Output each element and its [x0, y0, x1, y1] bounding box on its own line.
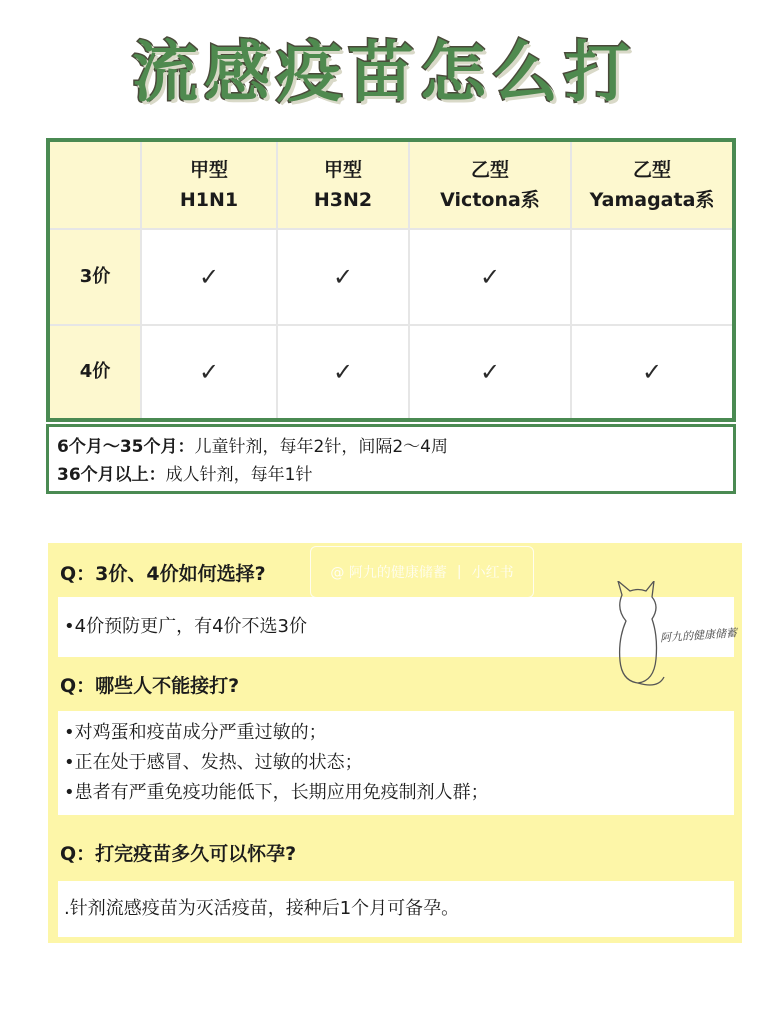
header-strain-label: Victona系	[440, 189, 540, 211]
check-icon: ✓	[332, 358, 354, 386]
table-cell	[572, 230, 732, 326]
table-cell	[278, 326, 410, 418]
table-cell	[410, 230, 572, 326]
table-cell	[572, 326, 732, 418]
table-header-h1n1	[142, 142, 278, 230]
watermark: @ 阿九的健康储蓄 | 小红书	[310, 546, 534, 598]
table-cell	[410, 326, 572, 418]
note-text: 成人针剂，每年1针	[165, 465, 313, 485]
qa-panel	[48, 543, 742, 943]
question-3: Q：打完疫苗多久可以怀孕?	[60, 843, 297, 865]
header-type-label: 甲型	[323, 159, 362, 181]
check-icon: ✓	[198, 263, 220, 291]
answer-3	[58, 881, 734, 937]
row-label-trivalent: 3价	[50, 230, 142, 326]
question-1: Q：3价、4价如何选择?	[60, 563, 266, 585]
header-type-label: 乙型	[632, 159, 671, 181]
header-strain-label: H3N2	[313, 189, 373, 211]
header-type-label: 甲型	[189, 159, 228, 181]
table-cell	[142, 326, 278, 418]
table-header-h3n2	[278, 142, 410, 230]
note-text: 儿童针剂，每年2针，间隔2～4周	[194, 437, 448, 457]
table-header-victoria	[410, 142, 572, 230]
row-label-quadrivalent: 4价	[50, 326, 142, 418]
header-type-label: 乙型	[470, 159, 509, 181]
table-header-yamagata	[572, 142, 732, 230]
dosage-notes	[46, 424, 736, 494]
table-cell	[278, 230, 410, 326]
check-icon: ✓	[198, 358, 220, 386]
check-icon: ✓	[479, 358, 501, 386]
question-2: Q：哪些人不能接打?	[60, 675, 240, 697]
header-strain-label: H1N1	[179, 189, 239, 211]
dosage-note-children	[57, 433, 725, 461]
answer-2	[58, 711, 734, 815]
signature: 阿九的健康储蓄	[659, 626, 738, 645]
answer-line: •对鸡蛋和疫苗成分严重过敏的；	[64, 722, 327, 743]
answer-line: •患者有严重免疫功能低下，长期应用免疫制剂人群；	[64, 782, 489, 803]
note-age-label: 6个月～35个月：	[57, 437, 195, 457]
table-header-corner	[50, 142, 142, 230]
dosage-note-adults	[57, 461, 725, 489]
answer-line: •4价预防更广，有4价不选3价	[64, 616, 307, 637]
vaccine-valency-table	[46, 138, 736, 422]
answer-line: •正在处于感冒、发热、过敏的状态；	[64, 752, 363, 773]
check-icon: ✓	[332, 263, 354, 291]
note-age-label: 36个月以上：	[57, 465, 166, 485]
watermark-brand: 小红书	[471, 565, 514, 581]
check-icon: ✓	[641, 358, 663, 386]
check-icon: ✓	[479, 263, 501, 291]
header-strain-label: Yamagata系	[589, 189, 715, 211]
answer-line: .针剂流感疫苗为灭活疫苗，接种后1个月可备孕。	[64, 898, 460, 919]
watermark-account: @ 阿九的健康储蓄	[330, 565, 447, 581]
table-cell	[142, 230, 278, 326]
page-title: 流感疫苗怎么打	[132, 34, 636, 111]
